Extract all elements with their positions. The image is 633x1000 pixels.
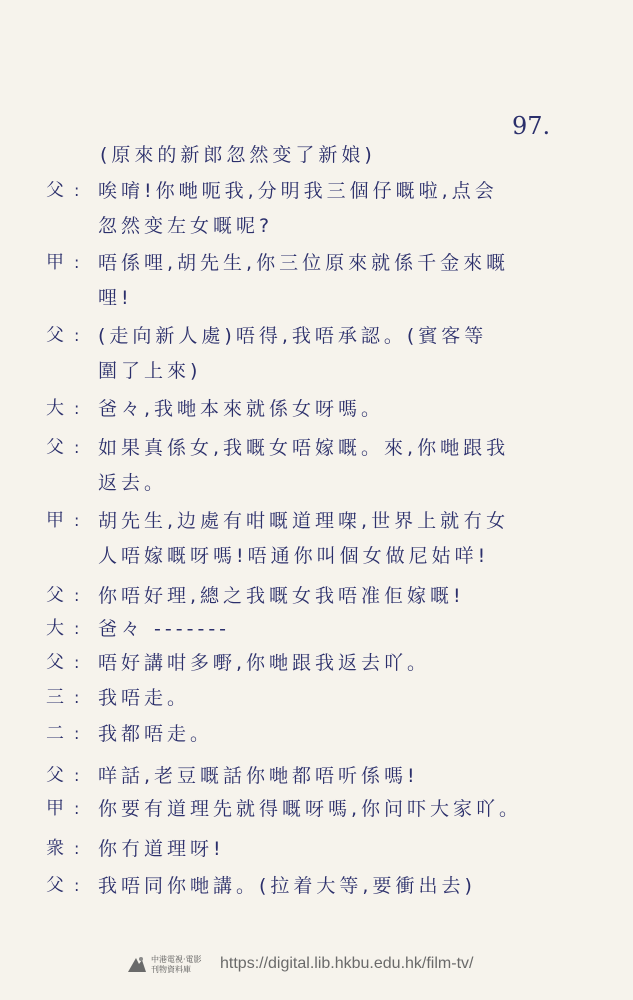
speaker-label: 三: [46, 687, 64, 708]
archive-logo-text: [151, 955, 202, 975]
dialogue-line: [0, 763, 633, 793]
speaker-label: 二: [46, 723, 64, 744]
dialogue-text: (原來的新郎忽然变了新娘): [100, 144, 376, 166]
archive-url[interactable]: https://digital.lib.hkbu.edu.hk/film-tv/: [220, 955, 474, 972]
speaker-colon: :: [74, 799, 80, 818]
dialogue-text: 唔係哩,胡先生,你三位原來就係千金來嘅: [98, 252, 510, 274]
dialogue-line: [0, 323, 633, 353]
dialogue-text: 忽然变左女嘅呢?: [98, 215, 274, 237]
archive-logo-icon: [126, 954, 148, 976]
speaker-colon: :: [74, 766, 80, 785]
dialogue-continuation: [0, 543, 633, 573]
speaker-label: 甲: [46, 510, 64, 531]
archive-logo-line-1: 中港電視·電影: [151, 955, 202, 964]
speaker-label: 父: [46, 765, 64, 786]
speaker-colon: :: [74, 839, 80, 858]
page-number: 97.: [512, 112, 551, 140]
speaker-label: 大: [46, 618, 64, 639]
speaker-colon: :: [74, 253, 80, 272]
speaker-label: 父: [46, 652, 64, 673]
speaker-colon: :: [74, 326, 80, 345]
speaker-label: 衆: [46, 838, 64, 859]
dialogue-line: [0, 721, 633, 751]
dialogue-text: (走向新人處)唔得,我唔承認。(賓客等: [98, 325, 488, 347]
dialogue-text: 我唔走。: [98, 687, 191, 709]
dialogue-text: 人唔嫁嘅呀嗎!唔通你叫個女做尼姑咩!: [98, 545, 490, 567]
dialogue-text: 返去。: [98, 472, 168, 494]
dialogue-line: [0, 178, 633, 208]
speaker-label: 父: [46, 585, 64, 606]
dialogue-text: 我都唔走。: [98, 723, 214, 745]
dialogue-continuation: [0, 358, 633, 388]
speaker-label: 甲: [46, 252, 64, 273]
dialogue-line: [0, 796, 633, 826]
dialogue-line: [0, 250, 633, 280]
dialogue-text: 咩話,老豆嘅話你哋都唔听係嗎!: [98, 765, 419, 787]
speaker-colon: :: [74, 181, 80, 200]
archive-logo-line-2: 刊物資料庫: [151, 965, 191, 974]
dialogue-text: 胡先生,边處有咁嘅道理㗎,世界上就冇女: [98, 510, 510, 532]
dialogue-line: [0, 685, 633, 715]
dialogue-text: 你唔好理,總之我嘅女我唔准佢嫁嘅!: [98, 585, 465, 607]
speaker-label: 父: [46, 875, 64, 896]
dialogue-line: [0, 650, 633, 680]
speaker-colon: :: [74, 586, 80, 605]
speaker-colon: :: [74, 619, 80, 638]
dialogue-text: 哩!: [98, 287, 133, 309]
speaker-label: 父: [46, 325, 64, 346]
dialogue-text: 圍了上來): [98, 360, 202, 382]
dialogue-text: 如果真係女,我嘅女唔嫁嘅。來,你哋跟我: [98, 437, 510, 459]
speaker-label: 父: [46, 437, 64, 458]
dialogue-text: 唉唷!你哋呃我,分明我三個仔嘅啦,点会: [98, 180, 498, 202]
dialogue-line: [0, 616, 633, 646]
dialogue-text: 爸々,我哋本來就係女呀嗎。: [98, 398, 385, 420]
dialogue-text: 爸々 -------: [98, 618, 231, 640]
dialogue-text: 你冇道理呀!: [98, 838, 225, 860]
speaker-label: 甲: [46, 798, 64, 819]
speaker-colon: :: [74, 653, 80, 672]
speaker-colon: :: [74, 876, 80, 895]
speaker-colon: :: [74, 438, 80, 457]
dialogue-line: [0, 583, 633, 613]
dialogue-text: 我唔同你哋講。(拉着大等,要衝出去): [98, 875, 476, 897]
dialogue-line: [0, 508, 633, 538]
stage-direction: [0, 142, 633, 172]
dialogue-line: [0, 873, 633, 903]
speaker-colon: :: [74, 399, 80, 418]
dialogue-continuation: [0, 213, 633, 243]
dialogue-text: 你要有道理先就得嘅呀嗎,你问吓大家吖。: [98, 798, 523, 820]
dialogue-line: [0, 435, 633, 465]
speaker-colon: :: [74, 724, 80, 743]
dialogue-line: [0, 836, 633, 866]
dialogue-text: 唔好講咁多嘢,你哋跟我返去吖。: [98, 652, 431, 674]
speaker-label: 父: [46, 180, 64, 201]
speaker-colon: :: [74, 511, 80, 530]
speaker-colon: :: [74, 688, 80, 707]
dialogue-continuation: [0, 470, 633, 500]
speaker-label: 大: [46, 398, 64, 419]
dialogue-continuation: [0, 285, 633, 315]
dialogue-line: [0, 396, 633, 426]
